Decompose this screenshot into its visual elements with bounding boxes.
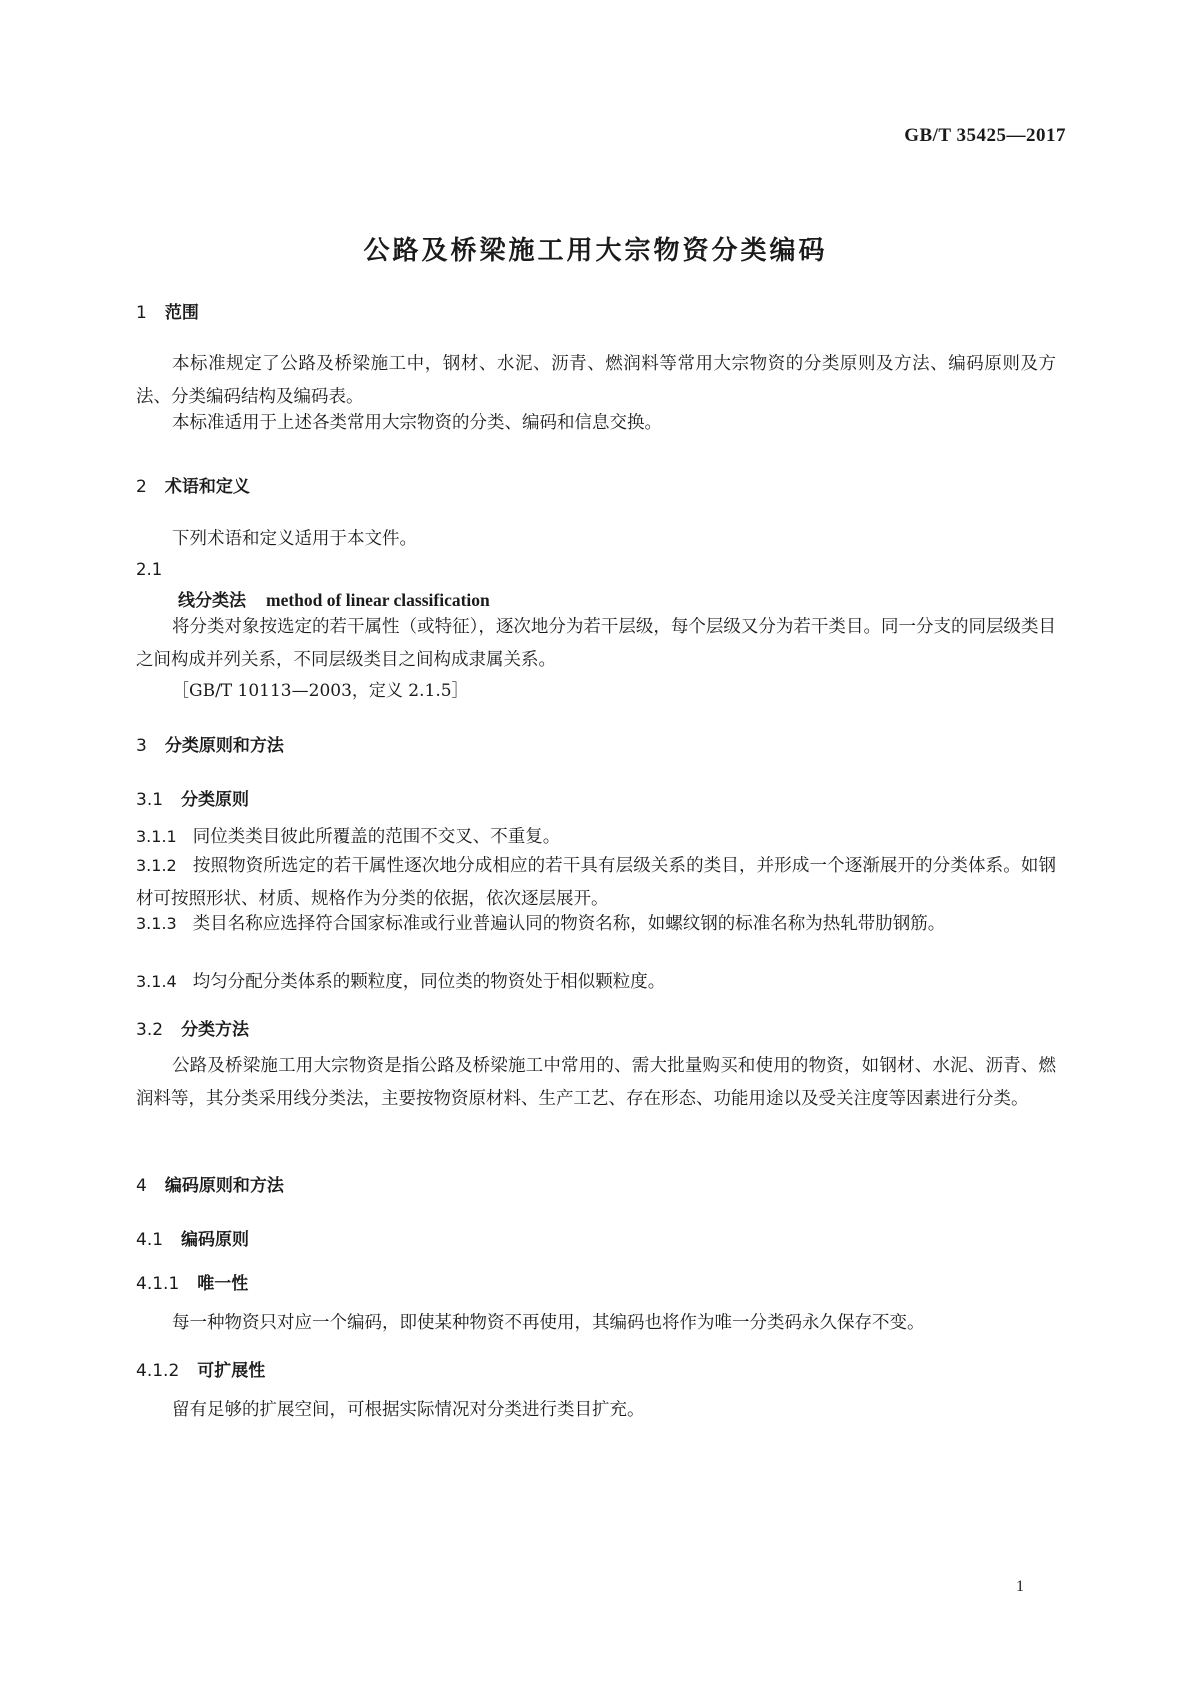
section-3-2-heading bbox=[136, 1015, 249, 1040]
section-2-heading bbox=[136, 472, 250, 497]
section-title: 分类原则 bbox=[181, 790, 250, 810]
clause-text: 均匀分配分类体系的颗粒度，同位类的物资处于相似颗粒度。 bbox=[192, 972, 666, 992]
section-number: 3.1 bbox=[136, 790, 164, 810]
section-2-paragraph-1: 下列术语和定义适用于本文件。 bbox=[172, 529, 417, 549]
clause-3-1-3 bbox=[136, 907, 1056, 941]
section-number: 3 bbox=[136, 736, 147, 756]
section-3-2-paragraph-1: 公路及桥梁施工用大宗物资是指公路及桥梁施工中常用的、需大批量购买和使用的物资，如钢材、水泥、沥青、燃润料等，其分类采用线分类法，主要按物资原材料、生产工艺、存在形态、功能用途以及受关注度等因素进行分类。 bbox=[136, 1056, 1056, 1109]
section-4-1-2-paragraph-1: 留有足够的扩展空间，可根据实际情况对分类进行类目扩充。 bbox=[172, 1400, 645, 1420]
section-title: 编码原则 bbox=[181, 1230, 250, 1250]
section-title: 分类原则和方法 bbox=[164, 736, 284, 756]
term-number: 2.1 bbox=[136, 560, 163, 579]
section-number: 4.1 bbox=[136, 1230, 164, 1250]
clause-number: 3.1.1 bbox=[136, 827, 177, 846]
clause-3-1-2 bbox=[136, 849, 1056, 916]
page-number: 1 bbox=[1016, 1578, 1024, 1595]
section-title: 分类方法 bbox=[181, 1020, 250, 1040]
clause-text: 类目名称应选择符合国家标准或行业普遍认同的物资名称，如螺纹钢的标准名称为热轧带肋钢筋。 bbox=[192, 914, 946, 934]
section-4-1-heading bbox=[136, 1225, 249, 1250]
document-title: 公路及桥梁施工用大宗物资分类编码 bbox=[363, 236, 828, 266]
section-number: 3.2 bbox=[136, 1020, 164, 1040]
section-1-paragraph-2: 本标准适用于上述各类常用大宗物资的分类、编码和信息交换。 bbox=[172, 413, 662, 433]
term-english: method of linear classification bbox=[266, 590, 490, 610]
clause-text: 同位类类目彼此所覆盖的范围不交叉、不重复。 bbox=[192, 827, 561, 847]
section-title: 范围 bbox=[164, 303, 199, 323]
section-title: 编码原则和方法 bbox=[164, 1176, 284, 1196]
section-title: 术语和定义 bbox=[164, 477, 250, 497]
section-number: 4 bbox=[136, 1176, 147, 1196]
term-definition: 将分类对象按选定的若干属性（或特征），逐次地分为若干层级，每个层级又分为若干类目。同一分支的同层级类目之间构成并列关系，不同层级类目之间构成隶属关系。 bbox=[136, 617, 1056, 670]
standard-code: GB/T 35425—2017 bbox=[904, 125, 1066, 146]
section-number: 4.1.2 bbox=[136, 1361, 180, 1381]
clause-number: 3.1.2 bbox=[136, 856, 177, 875]
section-title: 唯一性 bbox=[197, 1274, 249, 1294]
term-chinese: 线分类法 bbox=[178, 591, 246, 611]
section-number: 1 bbox=[136, 303, 147, 323]
clause-number: 3.1.3 bbox=[136, 914, 177, 933]
section-4-1-1-paragraph-1: 每一种物资只对应一个编码，即使某种物资不再使用，其编码也将作为唯一分类码永久保存不变。 bbox=[172, 1313, 925, 1333]
section-4-1-1-heading bbox=[136, 1269, 248, 1294]
section-title: 可扩展性 bbox=[197, 1361, 266, 1381]
section-1-heading bbox=[136, 298, 199, 323]
section-1-paragraph-1: 本标准规定了公路及桥梁施工中，钢材、水泥、沥青、燃润料等常用大宗物资的分类原则及方法、编码原则及方法、分类编码结构及编码表。 bbox=[136, 354, 1056, 407]
section-3-heading bbox=[136, 731, 284, 756]
term-source-reference: ［GB/T 10113—2003，定义 2.1.5］ bbox=[172, 681, 469, 701]
section-number: 2 bbox=[136, 477, 147, 497]
clause-number: 3.1.4 bbox=[136, 972, 177, 991]
clause-3-1-4 bbox=[136, 965, 1056, 999]
section-4-1-2-heading bbox=[136, 1356, 265, 1381]
clause-text: 按照物资所选定的若干属性逐次地分成相应的若干具有层级关系的类目，并形成一个逐渐展开的分类体系。如钢材可按照形状、材质、规格作为分类的依据，依次逐层展开。 bbox=[136, 856, 1056, 909]
section-3-1-heading bbox=[136, 785, 249, 810]
section-number: 4.1.1 bbox=[136, 1274, 180, 1294]
section-4-heading bbox=[136, 1171, 284, 1196]
term-heading bbox=[178, 586, 490, 611]
